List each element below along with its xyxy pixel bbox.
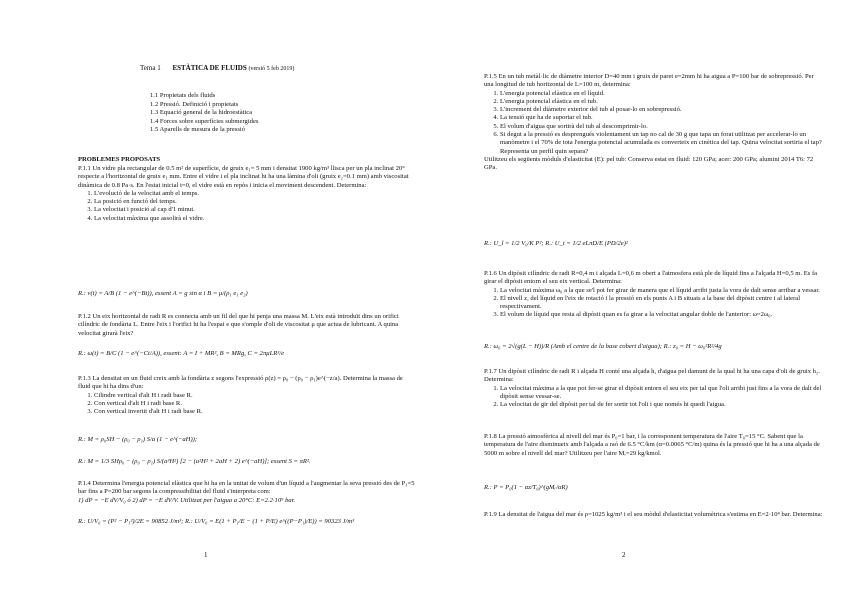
problem-1-5	[484, 73, 824, 173]
list-item: 2. Con vertical d'alt H i radi base R.	[94, 400, 416, 408]
answer: R.: v(t) = A/B (1 − e^(−Bt)), essent A = g sin α i B = μ/(ρ₁ e₁ e₂)	[78, 290, 248, 297]
problem-1-8	[484, 433, 824, 458]
list-item: 3. La velocitat i posició al cap d'1 minut.	[94, 206, 416, 214]
toc-item: 1.2 Pressió. Definició i propietats	[150, 100, 239, 108]
problem-text: P.1.5 En un tub metàl·lic de diàmetre interior D=40 mm i gruix de paret e=2mm hi ha aigua a P=100 bar de sobrepressió. Per una longitud de tub horitzontal de L=100 m, determina:	[484, 73, 814, 89]
list-item: 6. Si degut a la pressió es desprengués violentament un tap no cal de 30 g que tapa un forat utilitzat per accelerar-lo un manòmetre i el 70% de tota l'energia potencial acumulada es converteix en cinètica del tap. Quina velocitat sortiria el tap? Representa un perfil quin separa?	[500, 131, 824, 156]
toc-item: 1.1 Propietats dels fluids	[150, 92, 216, 99]
problem-items	[78, 190, 416, 223]
problem-1-3	[78, 375, 416, 416]
page-right	[424, 0, 848, 599]
problem-text: 1) dP = −E dV/V₀ ó 2) dP = −E dV/V. Utilitzat per l'aigua a 20°C: E=2.2·10⁹ bar.	[78, 496, 296, 504]
problem-text: P.1.3 La densitat en un fluid creix amb la fondària z segons l'expressió ρ(z) = ρ₀ − (ρ₀ − ρ₁)e^(−z/a). Determina la massa de fluid que hi ha dins d'un:	[78, 375, 403, 391]
list-item: 3. L'increment del diàmetre exterior del tub al posar-lo en sobrepressió.	[500, 106, 824, 114]
problem-text: P.1.8 La pressió atmosfèrica al nivell del mar és P₀=1 bar, i la corresponent temperatura de l'aire T₀=15 °C. Sabent que la temperatura de l'aire disminueix amb l'alçada a raó de 6.5 °C/km (α=0.0065 °C/m) quina és la pressió que hi ha a una alçada de 5000 m sobre el nivell del mar? Utilitzeu per l'aire Mᵣ=29 kg/kmol.	[484, 433, 820, 457]
answer: R.: P = P₀(1 − αz/T₀)^(gMᵣ/αR)	[484, 484, 568, 491]
list-item: 3. Con vertical invertit d'alt H i radi base R.	[94, 408, 416, 416]
list-item: 2. La velocitat de gir del dipòsit per tal de fer sortir tot l'oli i que només hi quedi l'aigua.	[500, 401, 824, 409]
version-label: (versió 5 feb 2019)	[248, 66, 295, 72]
list-item: 1. L'energia potencial elàstica en el líquid.	[500, 90, 824, 98]
list-item: 5. El volum d'aigua que sortirà del tub al descomprimir-lo.	[500, 123, 824, 131]
toc-item: 1.5 Aparells de mesura de la pressió	[150, 126, 246, 133]
problem-1-9	[484, 511, 824, 519]
list-item: 3. El volum de líquid que resta al dipòsit quan es fa girar a la velocitat angular doble de l'anterior: ω=2ω₀.	[500, 311, 824, 319]
list-item: 1. La velocitat màxima ω₀ a la que se'l pot fer girar de manera que el líquid arribi justa la vora de dalt sense arribar a vessar.	[500, 287, 824, 295]
page-title: ESTÀTICA DE FLUIDS	[172, 64, 247, 72]
list-item: 1. La velocitat màxima a la que pot fer-se girar el dipòsit entorn el seu eix per tal que l'oli arribi just fins a la vora de dalt del dipòsit sense vessar-se.	[500, 385, 824, 402]
problem-text: P.1.4 Determina l'energia potencial elàstica que hi ha en la unitat de volum d'un líquid a l'augmentar la seva pressió des de P₁=5 bar fins a P=200 bar segons la compressibilitat del fluid s'interpreta com:	[78, 480, 415, 496]
list-item: 2. El nivell z, del líquid en l'eix de rotació i la pressió en els punts A i B situats a la base del dipòsit centre i al lateral respectivament.	[500, 295, 824, 312]
page-number: 1	[204, 551, 208, 559]
problem-1-1	[78, 165, 416, 223]
problem-1-6	[484, 270, 824, 320]
problem-items	[484, 385, 824, 410]
problem-text: P.1.2 Un eix horitzontal de radi R es connecta amb un fil del que hi penja una massa M. L'eix està introduït dins un orifici cilíndric de fondària L. Entre l'eix i l'orifici hi ha l'espai e que s'omple d'oli de viscositat μ que actua de lubricant. A quina velocitat girarà l'eix?	[78, 313, 399, 337]
problem-1-7	[484, 368, 824, 409]
answer: R.: ω(t) = B/C (1 − e^(−Ct/A)), essent: A = I + MR², B = MRg, C = 2πμLR³/e	[78, 350, 285, 357]
list-item: 4. La velocitat màxima que assolirà el vidre.	[94, 215, 416, 223]
problem-1-2	[78, 313, 416, 338]
problem-text: P.1.6 Un dipòsit cilíndric de radi R=0,4 m i alçada L=0,6 m obert a l'atmosfera està ple de líquid fins a l'alçada H=0,5 m. Es fa girar el dipòsit entorn el seu eix vertical. Determina:	[484, 270, 818, 286]
problem-items	[484, 287, 824, 320]
problem-text: P.1.1 Un vidre pla rectangular de 0.5 m² de superfície, de gruix e₁= 5 mm i densitat 1900 kg/m³ llisca per un pla inclinat 20° respecte a l'horitzontal de gruix e₁ mm. Entre el vidre i el pla inclinat hi ha una làmina d'oli (gruix e₂=0.1 mm) amb viscositat dinàmica de 0.8 Pa·s. En l'estat inicial t=0, el vidre està en repòs i inicia el moviment descendent. Determina:	[78, 165, 409, 189]
problem-1-4	[78, 480, 416, 505]
problem-note: Utilitzeu els següents mòduls d'elasticitat (E): pel tub: Conserva estat en fluid: 120 GPa; acer: 200 GPa; alumini 2014 T6: 72 GPa.	[484, 155, 814, 172]
list-item: 4. La tensió que ha de suportar el tub.	[500, 114, 824, 122]
tema-label: Tema 1	[140, 64, 161, 72]
answer: R.: M = 1/3 SHρ₀ − (ρ₀ − ρ₁) S/(a³H²) [2 − (a²H² + 2aH + 2) e^(−aH)]; essent S = πR².	[78, 458, 311, 465]
section-title: PROBLEMES PROPOSATS	[78, 156, 161, 163]
answer: R.: M = ρ₀SH − (ρ₀ − ρ₁) S/a (1 − e^(−aH));	[78, 436, 198, 443]
answer: R.: ω₀ = 2√(g(L − H))/R (Amb el centre de la base cobert d'aigua); R.: z₀ = H − ω₀²R²/4g	[484, 343, 722, 350]
answer: R.: U_l = 1/2 V₀/K P²; R.: U_t = 1/2 eLπD/E (PD/2e)²	[484, 240, 628, 247]
list-item: 1. L'evolució de la velocitat amb el temps.	[94, 190, 416, 198]
list-item: 2. L'energia potencial elàstica en el tub.	[500, 98, 824, 106]
answer: R.: U/V₀ = (P² − P₁²)/2E = 90852 J/m³; R.: U/V₀ = E(1 + P₁/E − (1 + P/E) e^((P−P₁)/E)) = 90323 J/m³	[78, 518, 355, 525]
list-item: 1. Cilindre vertical d'alt H i radi base R.	[94, 392, 416, 400]
list-item: 2. La posició en funció del temps.	[94, 198, 416, 206]
toc-item: 1.4 Forces sobre superfícies submergides	[150, 117, 259, 125]
problem-text: P.1.9 La densitat de l'aigua del mar és ρ=1025 kg/m³ i el seu mòdul d'elasticitat volumètrica s'estima en E=2·10⁴ bar. Determina:	[484, 511, 823, 518]
page-header	[140, 64, 294, 73]
toc-item: 1.3 Equació general de la hidroestàtica	[150, 109, 253, 116]
page-number: 2	[622, 551, 626, 559]
table-of-contents	[150, 92, 258, 135]
problem-items	[78, 392, 416, 417]
problem-items	[484, 90, 824, 156]
problem-text: P.1.7 Un dipòsit cilíndric de radi R i alçada H conté una alçada h, d'aigua pel damunt de la qual hi ha una capa d'oli de gruix h₂. Determina:	[484, 368, 820, 384]
